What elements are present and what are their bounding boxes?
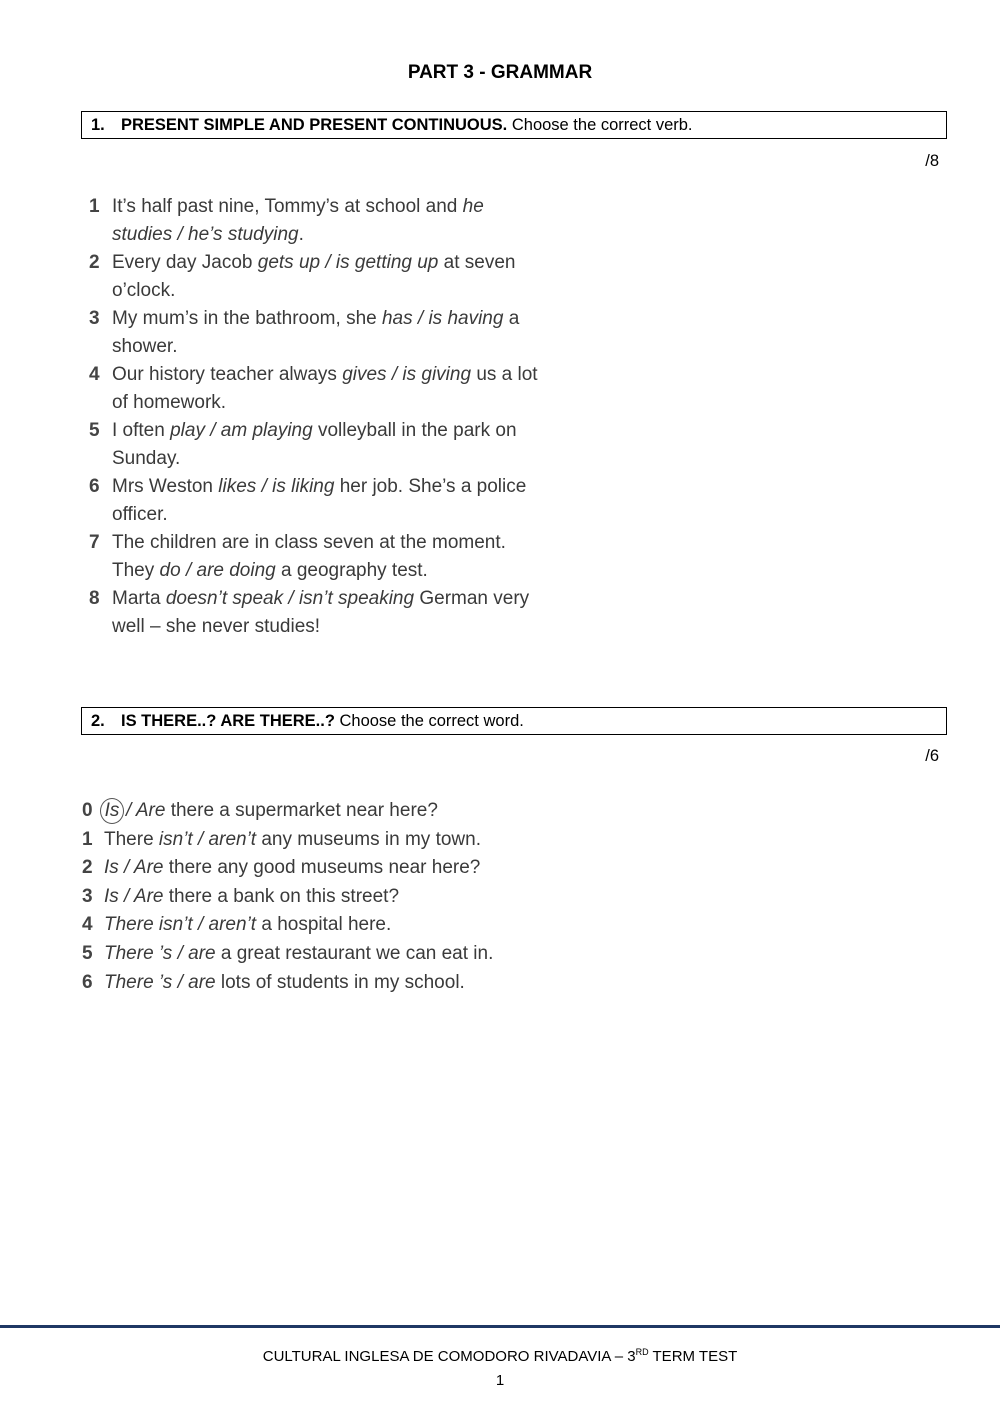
answer-options: has / is having [381,308,504,329]
exercise-item [89,249,549,305]
exercise-item [82,969,562,998]
exercise-item-text [112,473,549,529]
exercise-item-text [104,854,480,883]
sentence-text: I often [112,420,171,441]
answer-options: There isn’t / aren’t [104,914,257,936]
exercise-item [82,854,562,883]
answer-options: Is / Are [104,885,164,907]
sentence-text: her job. She’s a police officer. [112,476,532,525]
section1-heading: PRESENT SIMPLE AND PRESENT CONTINUOUS. [121,116,508,134]
sentence-text: us a lot of homework. [112,364,543,413]
sentence-text: Mrs Weston [112,476,219,497]
exercise-item-number: 1 [89,196,100,217]
sentence-text: there a supermarket near here? [165,800,438,821]
sentence-text: a geography test. [275,560,428,581]
exercise-item-text [112,585,549,641]
answer-options: / Are [126,800,166,821]
exercise-item-number: 4 [89,364,100,385]
exercise-item-number: 1 [82,828,93,850]
exercise-item [89,585,549,641]
sentence-text: The children are in class seven at the moment. They [112,532,511,581]
footer-divider [0,1325,1000,1328]
sentence-text: there a bank on this street? [163,885,400,907]
exercise-item-text [112,305,549,361]
sentence-text: Every day Jacob [112,252,258,273]
answer-options: do / are doing [159,560,276,581]
exercise-item [89,361,549,417]
answer-options: play / am playing [170,420,313,441]
answer-options: doesn’t speak / isn’t speaking [165,588,415,609]
footer-school: CULTURAL INGLESA DE COMODORO RIVADAVIA – 3 [262,1348,636,1365]
exercise-item-number: 6 [89,476,100,497]
exercise-item-text [104,883,399,912]
section1-instruction: Choose the correct verb. [507,116,693,134]
sentence-text: Marta [112,588,166,609]
exercise-item [89,473,549,529]
sentence-text: a shower. [112,308,525,357]
sentence-text: My mum’s in the bathroom, she [112,308,382,329]
exercise-item-text [104,797,438,826]
exercise-item-number: 5 [82,942,93,964]
answer-options: gives / is giving [342,364,472,385]
exercise-item-text [112,249,549,305]
section2-heading: IS THERE..? ARE THERE..? [121,712,335,730]
exercise-item-number: 2 [89,252,100,273]
exercise-item-number: 7 [89,532,100,553]
sentence-text: It’s half past nine, Tommy’s at school and [112,196,463,217]
section1-number: 1. [91,116,105,134]
exercise-item-number: 3 [82,885,93,907]
footer-superscript: RD [635,1347,649,1357]
exercise-item [82,883,562,912]
section1-header [81,111,947,139]
section2-header [81,707,947,735]
exercise-item-text [112,361,549,417]
exercise-item-text [104,969,465,998]
exercise-item-number: 3 [89,308,100,329]
exercise-item-number: 8 [89,588,100,609]
exercise-item-number: 2 [82,857,93,879]
exercise-item [89,529,549,585]
exercise-item [82,797,562,826]
sentence-text: there any good museums near here? [163,857,481,879]
exercise-item-text [104,911,391,940]
sentence-text: Our history teacher always [112,364,343,385]
sentence-text: a great restaurant we can eat in. [215,942,494,964]
answer-options: he studies / he’s studying [112,196,490,245]
answer-options: There ’s / are [104,942,216,964]
section2-instruction: Choose the correct word. [334,712,524,730]
exercise-item [89,193,549,249]
exercise-item-text [112,417,549,473]
exercise-item [82,911,562,940]
section1-score: /8 [925,152,939,170]
section2-exercise-list [82,797,562,997]
circled-answer: Is [100,798,124,824]
sentence-text: German very well – she never studies! [112,588,535,637]
exercise-item-number: 5 [89,420,100,441]
sentence-text: lots of students in my school. [215,971,465,993]
sentence-text: There [104,828,159,850]
exercise-item-number: 0 [82,800,93,821]
exercise-item-text [112,529,549,585]
exercise-item-number: 4 [82,914,93,936]
footer-text [0,1347,1000,1365]
answer-options: gets up / is getting up [257,252,439,273]
exercise-item-text [104,940,493,969]
exercise-item [82,940,562,969]
exercise-item [82,826,562,855]
page-title: PART 3 - GRAMMAR [407,62,593,83]
answer-options: Is / Are [104,857,164,879]
section1-exercise-list [89,193,549,641]
exercise-item-text [112,193,549,249]
section2-score: /6 [925,747,939,765]
exercise-item [89,305,549,361]
exercise-item [89,417,549,473]
page-number: 1 [495,1372,505,1389]
answer-options: There ’s / are [104,971,216,993]
sentence-text: a hospital here. [256,914,392,936]
sentence-text: . [298,224,304,245]
sentence-text: volleyball in the park on Sunday. [112,420,522,469]
answer-options: likes / is liking [218,476,335,497]
sentence-text: at seven o’clock. [112,252,521,301]
footer-term: TERM TEST [648,1348,738,1365]
section2-number: 2. [91,712,105,730]
answer-options: isn’t / aren’t [158,828,257,850]
exercise-item-number: 6 [82,971,93,993]
exercise-item-text [104,826,481,855]
sentence-text: any museums in my town. [256,828,481,850]
